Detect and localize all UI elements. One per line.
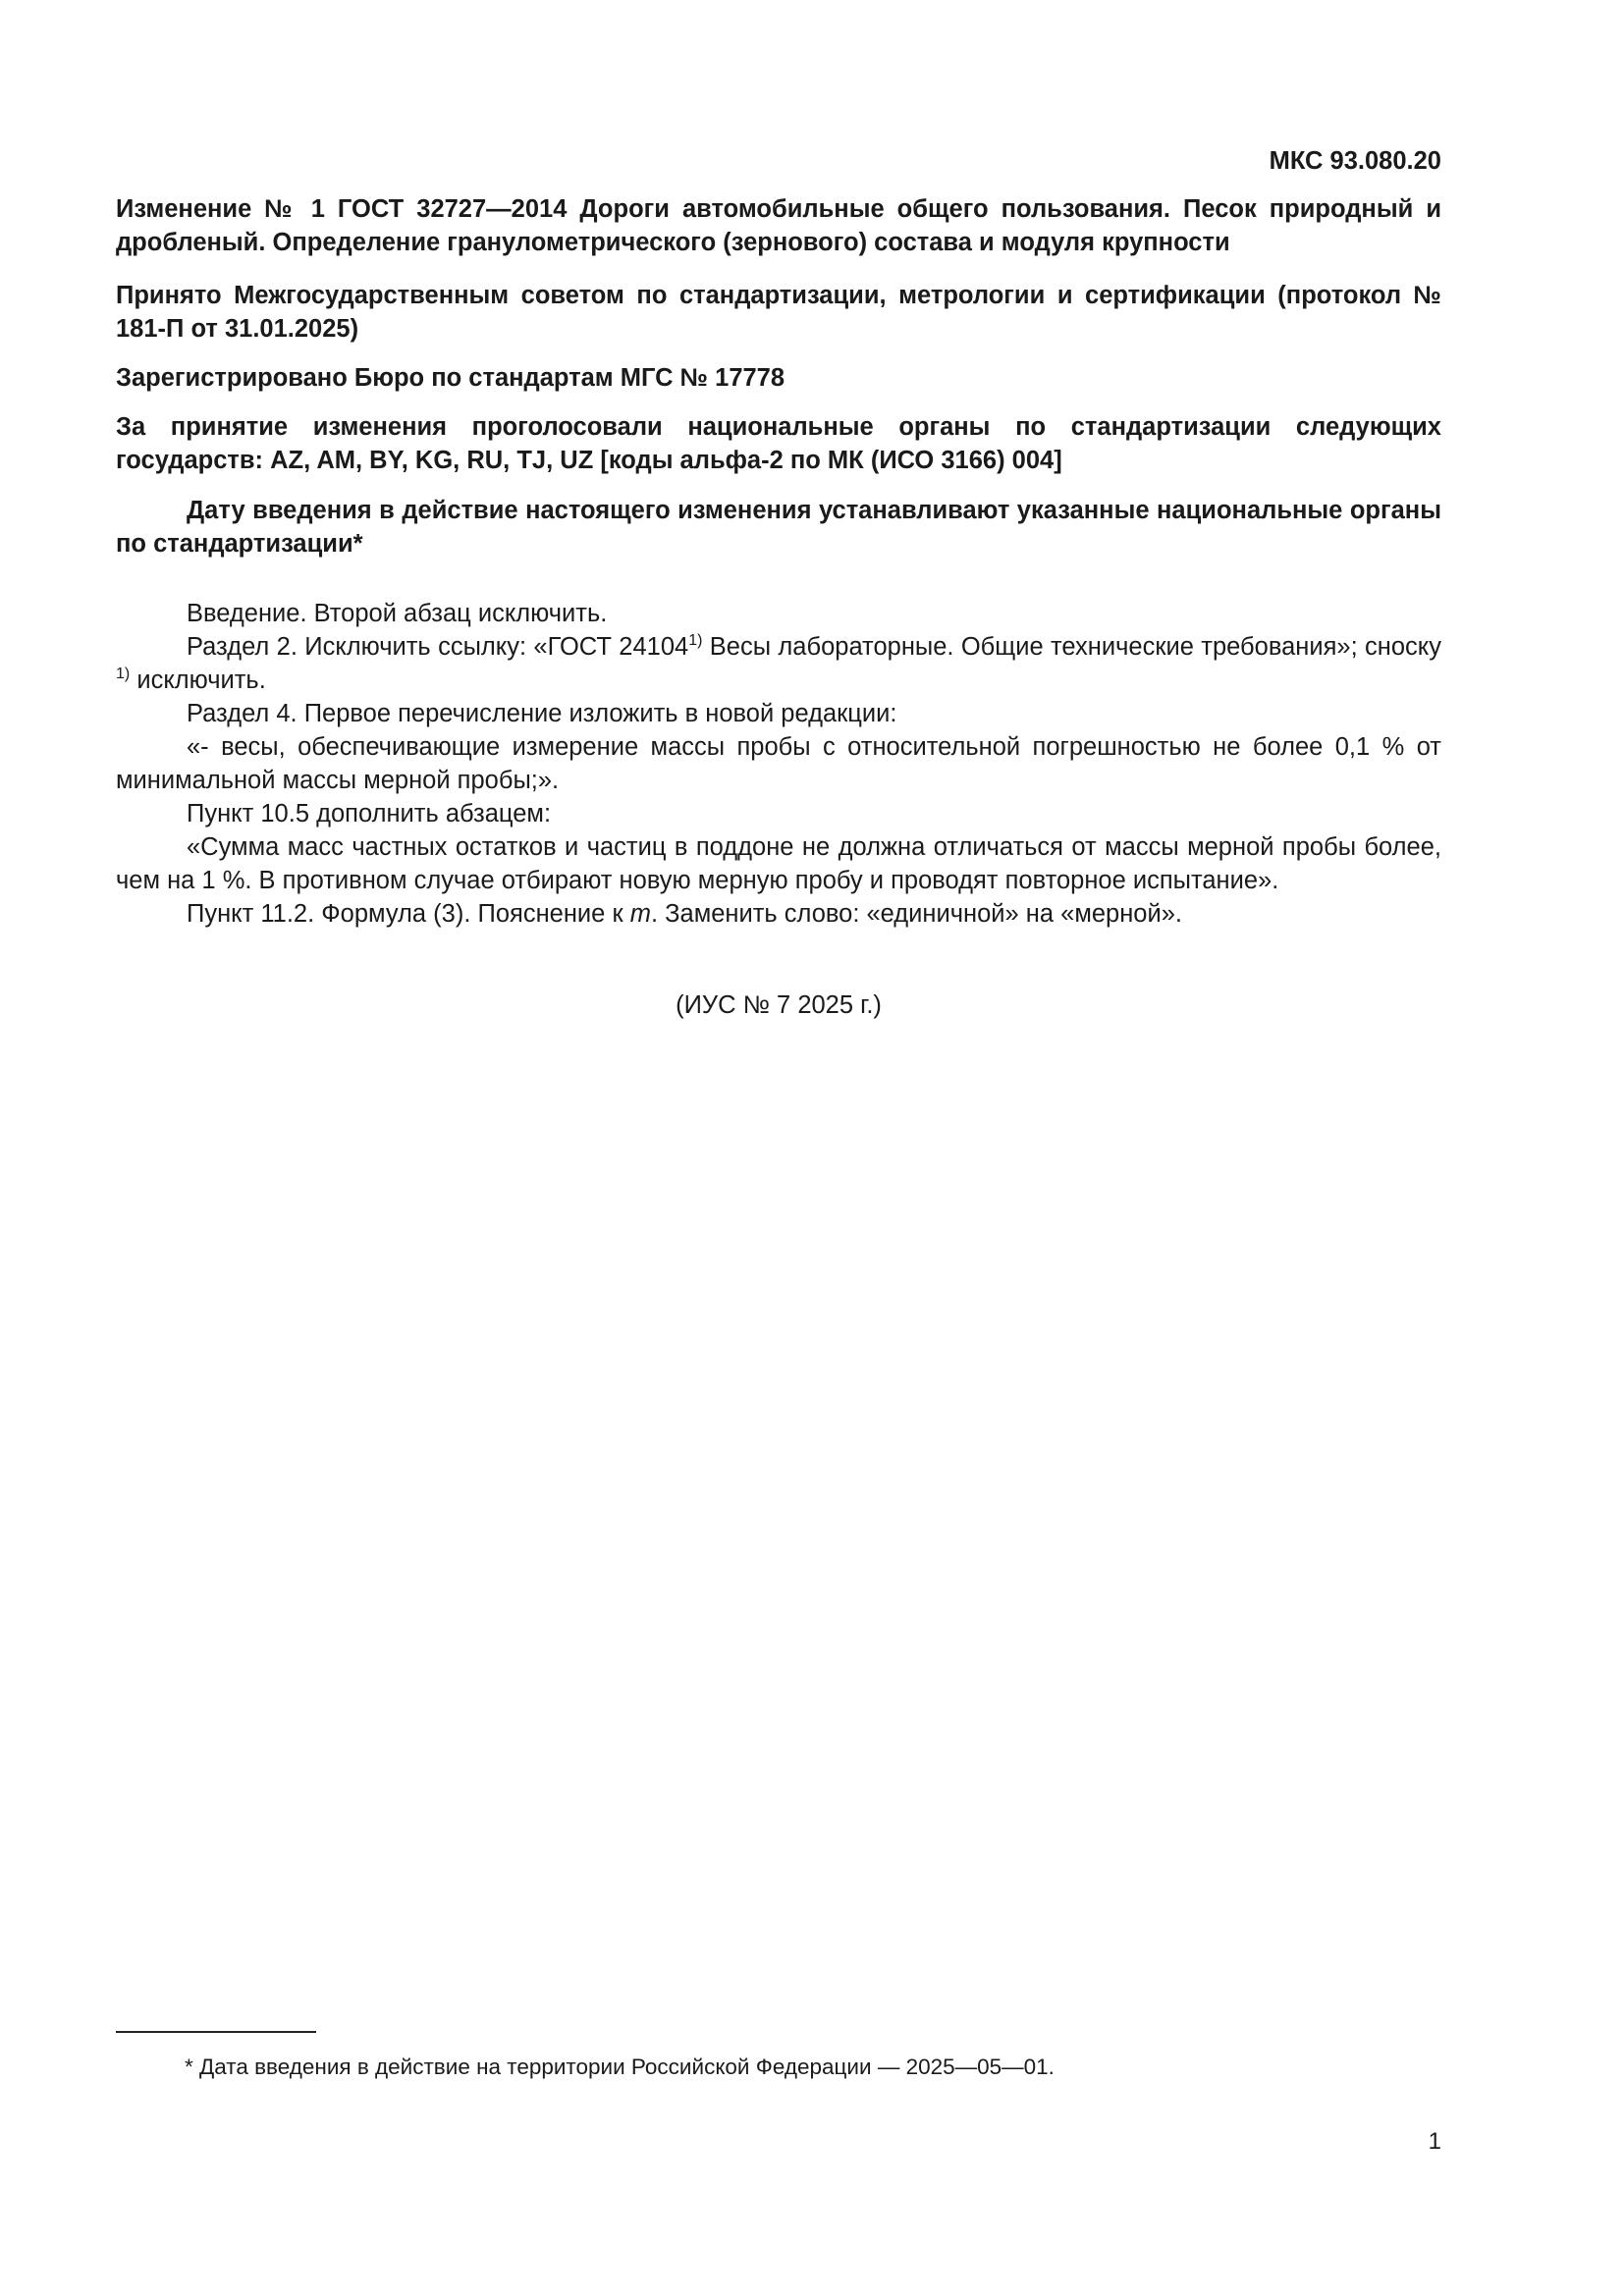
registered-statement: Зарегистрировано Бюро по стандартам МГС № 17778 (116, 364, 785, 392)
page-number: 1 (1428, 2128, 1441, 2155)
effective-date-statement: Дату введения в действие настоящего изменения устанавливают указанные национальные органы по стандартизации* (116, 497, 1441, 558)
section-2-text-end: исключить. (130, 667, 266, 694)
amendment-title: Изменение № 1 ГОСТ 32727—2014 Дороги автомобильные общего пользования. Песок природный и дробленый. Определение гранулометрического (зернового) состава и модуля крупности (116, 195, 1441, 256)
mks-code: МКС 93.080.20 (1269, 147, 1441, 175)
clause-11-2-text-end: . Заменить слово: «единичной» на «мерной». (650, 900, 1183, 928)
body-paragraph-section-4: Раздел 4. Первое перечисление изложить в новой редакции: (187, 700, 897, 727)
variable-m: m (629, 900, 651, 928)
footnote-ref-1: 1) (688, 632, 703, 649)
section-2-text-middle: Весы лабораторные. Общие технические требования»; сноску (702, 633, 1441, 661)
voted-statement: За принятие изменения проголосовали национальные органы по стандартизации следующих государств: AZ, AM, BY, KG, RU, TJ, UZ [коды альфа-2 по МК (ИСО 3166) 004] (116, 413, 1441, 474)
body-paragraph-clause-11-2 (116, 897, 1441, 931)
footnote-text: * Дата введения в действие на территории Российской Федерации — 2025—05—01. (185, 2055, 1055, 2079)
adopted-statement: Принято Межгосударственным советом по стандартизации, метрологии и сертификации (протокол № 181-П от 31.01.2025) (116, 282, 1441, 343)
footnote-ref-2: 1) (116, 666, 131, 682)
body-paragraph-mass-sum: «Сумма масс частных остатков и частиц в поддоне не должна отличаться от массы мерной пробы более, чем на 1 %. В противном случае отбирают новую мерную пробу и проводят повторное испытание». (116, 833, 1441, 894)
footnote-divider (116, 2031, 316, 2033)
body-paragraph-clause-10-5: Пункт 10.5 дополнить абзацем: (187, 800, 552, 828)
body-paragraph-section-2 (116, 630, 1441, 697)
amendment-body (116, 597, 1441, 931)
section-2-text-start: Раздел 2. Исключить ссылку: «ГОСТ 24104 (187, 633, 689, 661)
clause-11-2-text-start: Пункт 11.2. Формула (3). Пояснение к (187, 900, 630, 928)
body-paragraph-introduction: Введение. Второй абзац исключить. (187, 600, 608, 627)
body-paragraph-scales-item: «- весы, обеспечивающие измерение массы пробы с относительной погрешностью не более 0,1 % от минимальной массы мерной пробы;». (116, 733, 1441, 794)
ius-reference: (ИУС № 7 2025 г.) (676, 991, 882, 1019)
